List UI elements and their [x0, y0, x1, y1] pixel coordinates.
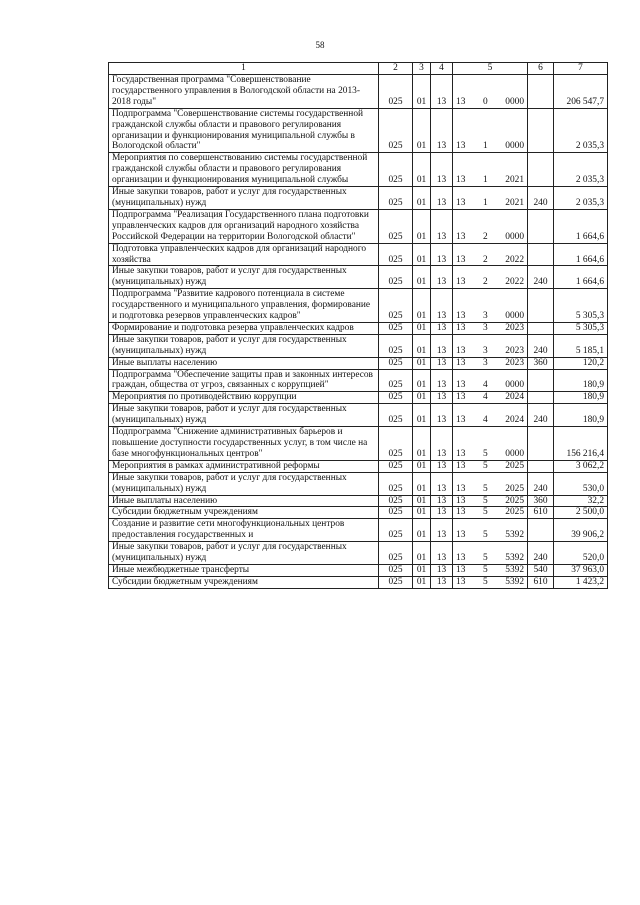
table-body — [109, 75, 608, 589]
subsection-code: 13 — [431, 322, 453, 334]
target-article-code — [453, 75, 528, 109]
direction-code: 5392 — [505, 530, 524, 541]
ministry-code: 025 — [379, 519, 413, 542]
target-article-code — [453, 519, 528, 542]
ministry-code: 025 — [379, 187, 413, 210]
subsection-code: 13 — [431, 519, 453, 542]
ministry-code: 025 — [379, 576, 413, 588]
ministry-code: 025 — [379, 243, 413, 266]
direction-code: 5392 — [505, 576, 524, 587]
direction-code: 0000 — [505, 448, 524, 459]
column-header-5: 5 — [453, 63, 528, 75]
program-code: 13 — [456, 483, 466, 494]
row-name: Иные выплаты населению — [109, 495, 379, 507]
amount: 1 664,6 — [554, 243, 608, 266]
direction-code: 2024 — [505, 415, 524, 426]
subsection-code: 13 — [431, 243, 453, 266]
program-code: 13 — [456, 495, 466, 506]
subprogram-code: 4 — [482, 392, 488, 403]
expense-type-code: 610 — [528, 576, 554, 588]
section-code: 01 — [413, 519, 431, 542]
expense-type-code — [528, 108, 554, 153]
direction-code: 2023 — [505, 345, 524, 356]
table-row — [109, 75, 608, 109]
column-header-4: 4 — [431, 63, 453, 75]
program-code: 13 — [456, 380, 466, 391]
expense-type-code — [528, 243, 554, 266]
ministry-code: 025 — [379, 392, 413, 404]
row-name: Иные закупки товаров, работ и услуг для государственных (муниципальных) нужд — [109, 542, 379, 565]
direction-code: 5392 — [505, 553, 524, 564]
subprogram-code: 5 — [482, 448, 488, 459]
section-code: 01 — [413, 243, 431, 266]
program-code: 13 — [456, 231, 466, 242]
amount: 120,2 — [554, 357, 608, 369]
subprogram-code: 2 — [482, 231, 488, 242]
table-row — [109, 369, 608, 392]
expense-type-code: 360 — [528, 357, 554, 369]
subsection-code: 13 — [431, 357, 453, 369]
expense-type-code — [528, 392, 554, 404]
section-code: 01 — [413, 108, 431, 153]
amount: 5 305,3 — [554, 289, 608, 323]
subsection-code: 13 — [431, 564, 453, 576]
amount: 530,0 — [554, 472, 608, 495]
expense-type-code: 360 — [528, 495, 554, 507]
program-code: 13 — [456, 345, 466, 356]
row-name: Подпрограмма "Снижение административных барьеров и повышение доступности государственных услуг, в том числе на базе многофункциональных центров" — [109, 427, 379, 461]
subprogram-code: 5 — [482, 564, 488, 575]
subprogram-code: 4 — [482, 415, 488, 426]
program-code: 13 — [456, 576, 466, 587]
ministry-code: 025 — [379, 369, 413, 392]
ministry-code: 025 — [379, 460, 413, 472]
amount: 520,0 — [554, 542, 608, 565]
subprogram-code: 5 — [482, 483, 488, 494]
row-name: Иные закупки товаров, работ и услуг для государственных (муниципальных) нужд — [109, 334, 379, 357]
program-code: 13 — [456, 141, 466, 152]
ministry-code: 025 — [379, 334, 413, 357]
table-row — [109, 404, 608, 427]
ministry-code: 025 — [379, 75, 413, 109]
subprogram-code: 5 — [482, 495, 488, 506]
expense-type-code — [528, 519, 554, 542]
section-code: 01 — [413, 289, 431, 323]
section-code: 01 — [413, 153, 431, 187]
table-row — [109, 322, 608, 334]
program-code: 13 — [456, 175, 466, 186]
column-header-7: 7 — [554, 63, 608, 75]
expense-type-code — [528, 369, 554, 392]
section-code: 01 — [413, 357, 431, 369]
table-row — [109, 392, 608, 404]
target-article-code — [453, 289, 528, 323]
direction-code: 2021 — [505, 197, 524, 208]
target-article-code — [453, 392, 528, 404]
subprogram-code: 1 — [482, 175, 488, 186]
target-article-code — [453, 108, 528, 153]
row-name: Мероприятия по совершенствованию системы государственной гражданской службы области и правового регулирования организации и функционирования муниципальной службы — [109, 153, 379, 187]
section-code: 01 — [413, 187, 431, 210]
program-code: 13 — [456, 277, 466, 288]
direction-code: 5392 — [505, 564, 524, 575]
direction-code: 2025 — [505, 495, 524, 506]
target-article-code — [453, 243, 528, 266]
table-row — [109, 266, 608, 289]
row-name: Государственная программа "Совершенствование государственного управления в Вологодской области на 2013-2018 годы" — [109, 75, 379, 109]
expense-type-code: 240 — [528, 542, 554, 565]
subprogram-code: 3 — [482, 311, 488, 322]
program-code: 13 — [456, 530, 466, 541]
row-name: Субсидии бюджетным учреждениям — [109, 507, 379, 519]
expense-type-code: 240 — [528, 404, 554, 427]
target-article-code — [453, 153, 528, 187]
target-article-code — [453, 564, 528, 576]
target-article-code — [453, 209, 528, 243]
row-name: Мероприятия в рамках административной реформы — [109, 460, 379, 472]
table-row — [109, 495, 608, 507]
subprogram-code: 2 — [482, 277, 488, 288]
section-code: 01 — [413, 404, 431, 427]
direction-code: 2022 — [505, 277, 524, 288]
ministry-code: 025 — [379, 322, 413, 334]
ministry-code: 025 — [379, 507, 413, 519]
program-code: 13 — [456, 507, 466, 518]
table-row — [109, 209, 608, 243]
amount: 5 185,1 — [554, 334, 608, 357]
target-article-code — [453, 334, 528, 357]
row-name: Иные закупки товаров, работ и услуг для государственных (муниципальных) нужд — [109, 187, 379, 210]
subsection-code: 13 — [431, 369, 453, 392]
amount: 1 423,2 — [554, 576, 608, 588]
subprogram-code: 5 — [482, 460, 488, 471]
table-row — [109, 427, 608, 461]
row-name: Иные закупки товаров, работ и услуг для государственных (муниципальных) нужд — [109, 472, 379, 495]
expense-type-code — [528, 322, 554, 334]
expense-type-code — [528, 153, 554, 187]
subprogram-code: 5 — [482, 530, 488, 541]
subsection-code: 13 — [431, 187, 453, 210]
subprogram-code: 0 — [482, 96, 488, 107]
expense-type-code: 240 — [528, 334, 554, 357]
section-code: 01 — [413, 266, 431, 289]
subsection-code: 13 — [431, 108, 453, 153]
section-code: 01 — [413, 542, 431, 565]
program-code: 13 — [456, 254, 466, 265]
subprogram-code: 1 — [482, 141, 488, 152]
subsection-code: 13 — [431, 289, 453, 323]
ministry-code: 025 — [379, 266, 413, 289]
expense-type-code: 240 — [528, 472, 554, 495]
target-article-code — [453, 404, 528, 427]
row-name: Создание и развитие сети многофункциональных центров предоставления государственных и — [109, 519, 379, 542]
row-name: Иные закупки товаров, работ и услуг для государственных (муниципальных) нужд — [109, 266, 379, 289]
table-header-row — [109, 63, 608, 75]
program-code: 13 — [456, 553, 466, 564]
target-article-code — [453, 266, 528, 289]
section-code: 01 — [413, 209, 431, 243]
amount: 180,9 — [554, 404, 608, 427]
subsection-code: 13 — [431, 495, 453, 507]
expense-type-code: 540 — [528, 564, 554, 576]
target-article-code — [453, 322, 528, 334]
amount: 2 500,0 — [554, 507, 608, 519]
subprogram-code: 5 — [482, 507, 488, 518]
amount: 156 216,4 — [554, 427, 608, 461]
amount: 206 547,7 — [554, 75, 608, 109]
subsection-code: 13 — [431, 507, 453, 519]
section-code: 01 — [413, 472, 431, 495]
row-name: Мероприятия по противодействию коррупции — [109, 392, 379, 404]
subsection-code: 13 — [431, 542, 453, 565]
amount: 37 963,0 — [554, 564, 608, 576]
ministry-code: 025 — [379, 209, 413, 243]
table-row — [109, 334, 608, 357]
direction-code: 2025 — [505, 507, 524, 518]
table-row — [109, 507, 608, 519]
program-code: 13 — [456, 415, 466, 426]
row-name: Иные межбюджетные трансферты — [109, 564, 379, 576]
expense-type-code — [528, 209, 554, 243]
direction-code: 0000 — [505, 96, 524, 107]
amount: 32,2 — [554, 495, 608, 507]
program-code: 13 — [456, 322, 466, 333]
target-article-code — [453, 427, 528, 461]
target-article-code — [453, 542, 528, 565]
table-row — [109, 472, 608, 495]
ministry-code: 025 — [379, 153, 413, 187]
row-name: Подпрограмма "Реализация Государственного плана подготовки управленческих кадров для организаций народного хозяйства Российской Федерации на территории Вологодской области" — [109, 209, 379, 243]
page-number: 58 — [315, 40, 325, 50]
subprogram-code: 1 — [482, 197, 488, 208]
table-row — [109, 289, 608, 323]
table-row — [109, 153, 608, 187]
row-name: Формирование и подготовка резерва управленческих кадров — [109, 322, 379, 334]
amount: 2 035,3 — [554, 108, 608, 153]
subsection-code: 13 — [431, 472, 453, 495]
table-row — [109, 243, 608, 266]
ministry-code: 025 — [379, 564, 413, 576]
program-code: 13 — [456, 96, 466, 107]
column-header-6: 6 — [528, 63, 554, 75]
subsection-code: 13 — [431, 153, 453, 187]
target-article-code — [453, 369, 528, 392]
amount: 2 035,3 — [554, 187, 608, 210]
ministry-code: 025 — [379, 542, 413, 565]
section-code: 01 — [413, 564, 431, 576]
row-name: Иные выплаты населению — [109, 357, 379, 369]
column-header-1: 1 — [109, 63, 379, 75]
table-row — [109, 576, 608, 588]
ministry-code: 025 — [379, 357, 413, 369]
section-code: 01 — [413, 576, 431, 588]
section-code: 01 — [413, 334, 431, 357]
table-row — [109, 460, 608, 472]
direction-code: 2024 — [505, 392, 524, 403]
program-code: 13 — [456, 564, 466, 575]
direction-code: 0000 — [505, 380, 524, 391]
expense-type-code: 240 — [528, 187, 554, 210]
direction-code: 2025 — [505, 483, 524, 494]
subprogram-code: 5 — [482, 576, 488, 587]
section-code: 01 — [413, 427, 431, 461]
subprogram-code: 3 — [482, 345, 488, 356]
amount: 1 664,6 — [554, 209, 608, 243]
direction-code: 2022 — [505, 254, 524, 265]
section-code: 01 — [413, 460, 431, 472]
amount: 1 664,6 — [554, 266, 608, 289]
table-row — [109, 187, 608, 210]
column-header-2: 2 — [379, 63, 413, 75]
subsection-code: 13 — [431, 460, 453, 472]
subsection-code: 13 — [431, 427, 453, 461]
subprogram-code: 2 — [482, 254, 488, 265]
program-code: 13 — [456, 392, 466, 403]
row-name: Подготовка управленческих кадров для организаций народного хозяйства — [109, 243, 379, 266]
target-article-code — [453, 495, 528, 507]
program-code: 13 — [456, 448, 466, 459]
ministry-code: 025 — [379, 472, 413, 495]
row-name: Подпрограмма "Совершенствование системы государственной гражданской службы области и правового регулирования организации и функционирования муниципальной службы в Вологодской области" — [109, 108, 379, 153]
target-article-code — [453, 187, 528, 210]
subprogram-code: 4 — [482, 380, 488, 391]
target-article-code — [453, 576, 528, 588]
amount: 180,9 — [554, 392, 608, 404]
amount: 5 305,3 — [554, 322, 608, 334]
program-code: 13 — [456, 311, 466, 322]
subsection-code: 13 — [431, 392, 453, 404]
section-code: 01 — [413, 392, 431, 404]
section-code: 01 — [413, 369, 431, 392]
row-name: Субсидии бюджетным учреждениям — [109, 576, 379, 588]
section-code: 01 — [413, 75, 431, 109]
program-code: 13 — [456, 197, 466, 208]
direction-code: 0000 — [505, 231, 524, 242]
direction-code: 0000 — [505, 141, 524, 152]
expense-type-code — [528, 460, 554, 472]
direction-code: 0000 — [505, 311, 524, 322]
amount: 180,9 — [554, 369, 608, 392]
ministry-code: 025 — [379, 427, 413, 461]
direction-code: 2023 — [505, 322, 524, 333]
section-code: 01 — [413, 322, 431, 334]
row-name: Иные закупки товаров, работ и услуг для государственных (муниципальных) нужд — [109, 404, 379, 427]
column-header-3: 3 — [413, 63, 431, 75]
table-row — [109, 357, 608, 369]
subsection-code: 13 — [431, 266, 453, 289]
subsection-code: 13 — [431, 209, 453, 243]
amount: 2 035,3 — [554, 153, 608, 187]
target-article-code — [453, 460, 528, 472]
table-row — [109, 519, 608, 542]
table-row — [109, 108, 608, 153]
subsection-code: 13 — [431, 75, 453, 109]
direction-code: 2025 — [505, 460, 524, 471]
table-row — [109, 542, 608, 565]
budget-table — [108, 62, 608, 589]
subsection-code: 13 — [431, 404, 453, 427]
table-row — [109, 564, 608, 576]
target-article-code — [453, 507, 528, 519]
direction-code: 2021 — [505, 175, 524, 186]
expense-type-code: 610 — [528, 507, 554, 519]
subprogram-code: 5 — [482, 553, 488, 564]
target-article-code — [453, 357, 528, 369]
expense-type-code — [528, 75, 554, 109]
expense-type-code — [528, 289, 554, 323]
amount: 39 906,2 — [554, 519, 608, 542]
direction-code: 2023 — [505, 357, 524, 368]
amount: 3 062,2 — [554, 460, 608, 472]
ministry-code: 025 — [379, 108, 413, 153]
subprogram-code: 3 — [482, 322, 488, 333]
ministry-code: 025 — [379, 404, 413, 427]
row-name: Подпрограмма "Развитие кадрового потенциала в системе государственного и муниципального управления, формирование и подготовка резервов управленческих кадров" — [109, 289, 379, 323]
subsection-code: 13 — [431, 576, 453, 588]
section-code: 01 — [413, 495, 431, 507]
program-code: 13 — [456, 357, 466, 368]
expense-type-code — [528, 427, 554, 461]
expense-type-code: 240 — [528, 266, 554, 289]
section-code: 01 — [413, 507, 431, 519]
target-article-code — [453, 472, 528, 495]
program-code: 13 — [456, 460, 466, 471]
ministry-code: 025 — [379, 289, 413, 323]
ministry-code: 025 — [379, 495, 413, 507]
subprogram-code: 3 — [482, 357, 488, 368]
subsection-code: 13 — [431, 334, 453, 357]
row-name: Подпрограмма "Обеспечение защиты прав и законных интересов граждан, общества от угроз, связанных с коррупцией" — [109, 369, 379, 392]
